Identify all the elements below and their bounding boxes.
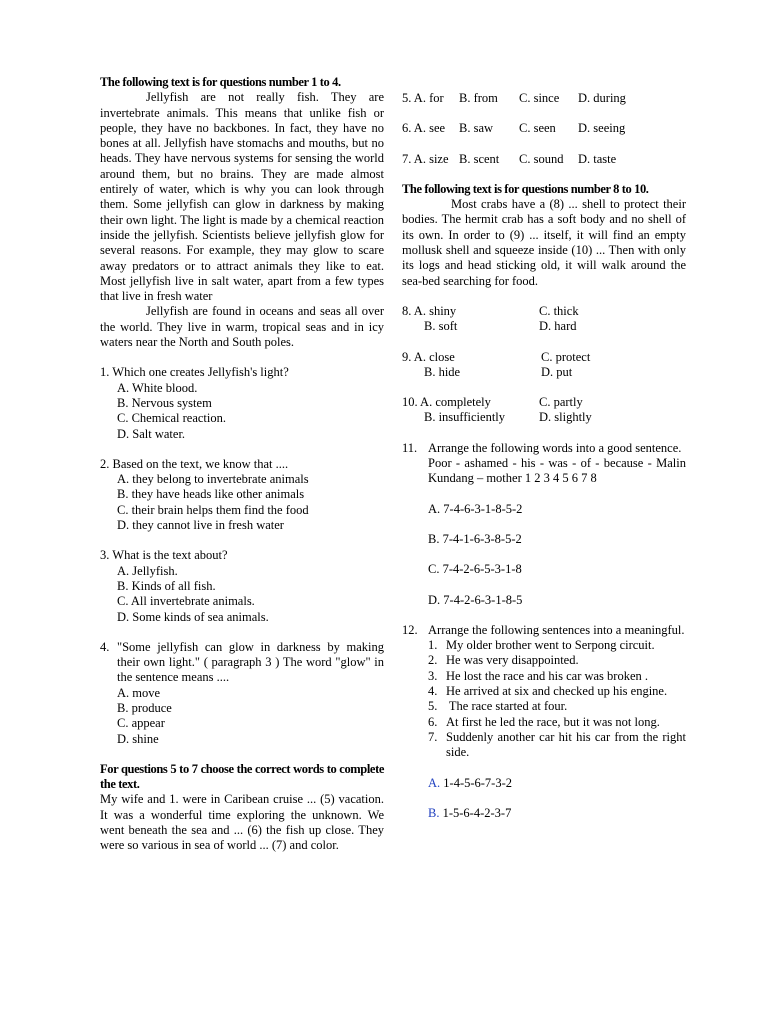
option: D. put [541, 364, 573, 379]
question-8 [402, 304, 686, 335]
option-letter: B. [428, 805, 440, 820]
question-11 [402, 441, 686, 608]
list-item: 2. He was very disappointed. [428, 653, 579, 668]
option: 9. A. close [402, 349, 455, 364]
option: C. partly [539, 395, 583, 410]
option: 7. A. size [402, 151, 449, 166]
option: B. Nervous system [117, 395, 212, 410]
option: B. hide [424, 364, 461, 379]
question-2 [100, 457, 384, 533]
option: B. scent [459, 151, 500, 166]
option: B. 7-4-1-6-3-8-5-2 [428, 531, 522, 546]
option: 6. A. see [402, 121, 446, 136]
question-number: 4. [100, 639, 110, 654]
option: 10. A. completely [402, 395, 491, 410]
option: A. White blood. [117, 380, 198, 395]
option: C. sound [519, 151, 564, 166]
list-item: 6. At first he led the race, but it was not long. [428, 714, 660, 729]
list-item: 5. The race started at four. [428, 699, 568, 714]
option: A. 7-4-6-3-1-8-5-2 [428, 501, 523, 516]
option: C. protect [541, 349, 591, 364]
question-stem: 1. Which one creates Jellyfish's light? [100, 365, 289, 380]
option: A. move [117, 685, 161, 700]
question-stem: 2. Based on the text, we know that .... [100, 456, 289, 471]
option: B. insufficiently [424, 410, 506, 425]
question-number: 11. [402, 440, 418, 455]
option: D. Salt water. [117, 426, 186, 441]
question-9 [402, 350, 686, 381]
option: C. since [519, 91, 560, 105]
option: B. soft [424, 319, 458, 334]
question-1 [100, 365, 384, 441]
option: B. saw [459, 121, 494, 136]
option-letter: A. [428, 775, 441, 790]
option: D. seeing [578, 121, 626, 136]
question-5 [402, 91, 686, 106]
option: A. Jellyfish. [117, 563, 178, 578]
option: C. All invertebrate animals. [117, 594, 255, 609]
list-item: 7. Suddenly another car hit his car from the right side. [428, 729, 686, 760]
question-number: 12. [402, 622, 418, 637]
cloze-heading: For questions 5 to 7 choose the correct words to complete the text. [100, 761, 384, 792]
option: A. 1-4-5-6-7-3-2 [428, 775, 513, 790]
question-3 [100, 548, 384, 624]
option: D. hard [539, 319, 577, 334]
list-item: 3. He lost the race and his car was broken . [428, 668, 649, 683]
option: B. Kinds of all fish. [117, 578, 216, 593]
question-4 [100, 640, 384, 747]
option: D. they cannot live in fresh water [117, 518, 284, 533]
word-list: Poor - ashamed - his - was - of - because - Malin Kundang – mother 1 2 3 4 5 6 7 8 [428, 456, 686, 486]
left-column [100, 75, 384, 854]
option: C. 7-4-2-6-5-3-1-8 [428, 562, 522, 577]
passage-2-heading: The following text is for questions number 8 to 10. [402, 181, 649, 196]
list-item: 4. He arrived at six and checked up his engine. [428, 684, 668, 699]
option: C. their brain helps them find the food [117, 502, 309, 517]
question-stem: Arrange the following words into a good sentence. [428, 440, 682, 455]
passage-1-paragraph-2: Jellyfish are found in oceans and seas all over the world. They live in warm, tropical seas and in icy waters near the North and South poles. [100, 304, 384, 350]
right-column [402, 91, 686, 821]
option: B. produce [117, 700, 172, 715]
option: C. seen [519, 121, 556, 136]
option: B. from [459, 91, 498, 105]
option: C. Chemical reaction. [117, 411, 226, 426]
option: D. slightly [539, 410, 592, 425]
question-6 [402, 121, 686, 136]
question-12 [402, 623, 686, 821]
question-10 [402, 395, 686, 426]
option: 5. A. for [402, 91, 444, 105]
option: B. they have heads like other animals [117, 487, 305, 502]
option: D. shine [117, 731, 159, 746]
passage-1-heading: The following text is for questions number 1 to 4. [100, 75, 341, 89]
question-stem: 3. What is the text about? [100, 548, 228, 563]
passage-1-paragraph-1: Jellyfish are not really fish. They are invertebrate animals. This means that unlike fish or people, they have no backbones. In fact, they have no bones at all. Jellyfish have stomachs and mouths, but no heads. They have nervous systems for sensing the world around them, but no brains. They are made almost entirely of water, which is why you can look through them. Some jellyfish can glow in darkness by making their own light. The light is made by a chemical reaction inside the jellyfish. Scientists believe jellyfish glow for several reasons. For example, they may glow to scare away predators or to attract animals they like to eat. Most jellyfish live in salt water, apart from a few types that live in fresh water [100, 90, 384, 304]
passage-2-paragraph: Most crabs have a (8) ... shell to protect their bodies. The hermit crab has a soft body and no shell of its own. In order to (9) ... itself, it will find an empty mollusk shell and squeeze inside (10) ... Then with only its logs and head sticking old, it will walk around the sea-bed searching for food. [402, 197, 686, 288]
question-stem: "Some jellyfish can glow in darkness by making their own light." ( paragraph 3 ) The word "glow" in the sentence means .... [117, 639, 384, 685]
question-7 [402, 152, 686, 167]
option: B. 1-5-6-4-2-3-7 [428, 805, 512, 820]
option: D. taste [578, 151, 617, 166]
option: D. Some kinds of sea animals. [117, 609, 269, 624]
option: D. during [578, 91, 626, 105]
option: D. 7-4-2-6-3-1-8-5 [428, 592, 523, 607]
option: A. they belong to invertebrate animals [117, 472, 309, 487]
question-stem: Arrange the following sentences into a meaningful. [428, 622, 685, 637]
cloze-paragraph: My wife and 1. were in Caribean cruise ... (5) vacation. It was a wonderful time exploring the unknown. We went beneath the sea and ... (6) the fish up close. They were so various in sea of world ... (7) and color. [100, 792, 384, 853]
option: 8. A. shiny [402, 303, 457, 318]
option: C. thick [539, 303, 579, 318]
list-item: 1. My older brother went to Serpong circuit. [428, 638, 655, 653]
option: C. appear [117, 716, 165, 731]
